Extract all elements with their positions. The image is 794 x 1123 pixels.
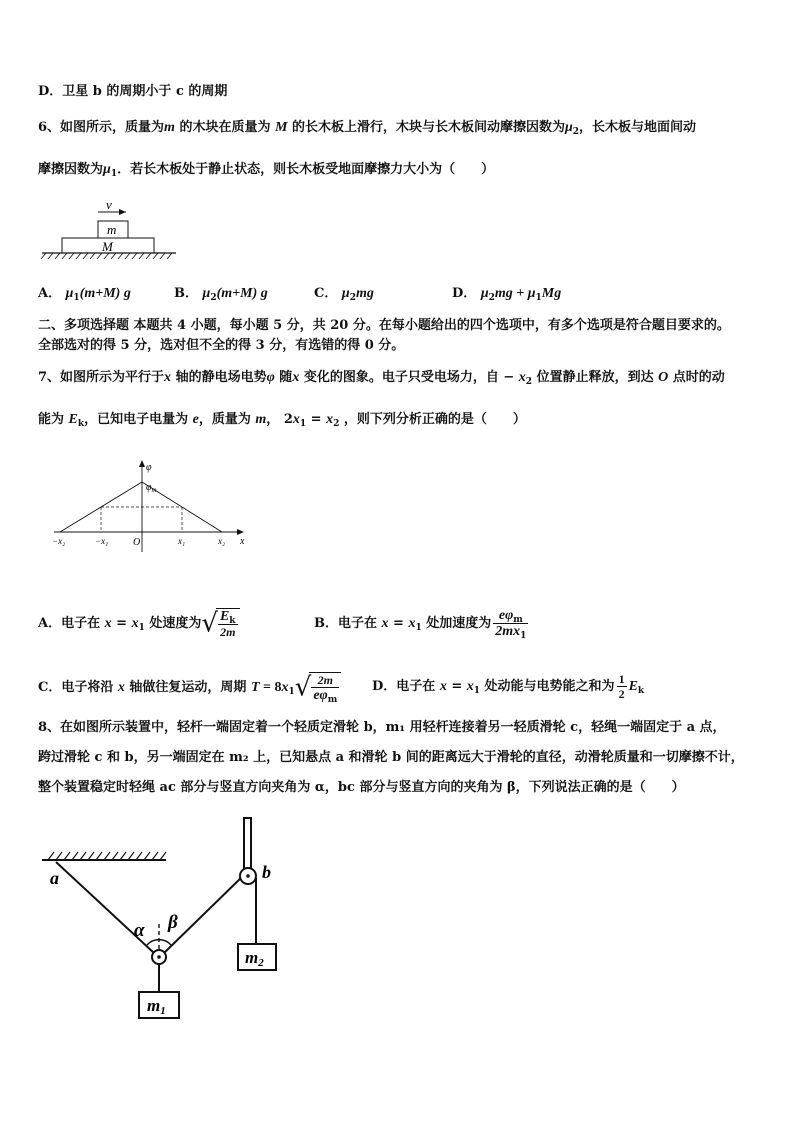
option-sub: 2 — [488, 293, 495, 303]
option-letter: B． — [174, 286, 198, 301]
q8-pulley-figure — [36, 812, 296, 1032]
phi-m-label: $\varphi_m$ — [146, 482, 157, 494]
frac-sub: m — [513, 615, 523, 625]
q6-text: 的长木板上滑行，木块与长木板间动摩擦因数为 — [287, 120, 565, 135]
fraction — [617, 672, 627, 701]
option-sub: k — [637, 686, 645, 696]
frac-num: φ — [505, 608, 514, 623]
q7-symbol-E: E — [68, 412, 78, 427]
small-block-label: m — [107, 222, 117, 237]
pulley-b-label: b — [262, 862, 271, 882]
q7-symbol-x: x — [326, 412, 334, 427]
option-sub: 1 — [473, 686, 481, 696]
option-text: = — [388, 616, 409, 631]
q7-symbol-x: x — [292, 370, 300, 385]
q8-stem-line2: 跨过滑轮 c 和 b，另一端固定在 m₂ 上，已知悬点 a 和滑轮 b 间的距离远大于滑轮的直径，动滑轮质量和一切摩擦不计， — [38, 750, 744, 765]
frac-den: 2m — [495, 624, 514, 639]
q7-symbol-x: x — [164, 370, 172, 385]
option-sub: 1 — [415, 623, 422, 633]
option-symbol: x — [281, 680, 289, 695]
frac-den: e — [313, 688, 320, 703]
option-text: B．电子在 — [314, 616, 382, 631]
q7-sub: 1 — [299, 419, 307, 429]
q7-symbol-O: O — [658, 370, 669, 385]
phi-axis-label: φ — [146, 462, 152, 473]
option-letter: C． — [314, 286, 338, 301]
q7-sub: k — [77, 419, 85, 429]
pulley-c-axle — [157, 955, 161, 959]
q7-option-d — [372, 672, 644, 701]
q6-block-figure — [40, 196, 180, 268]
option-symbol: T — [250, 680, 260, 695]
q7-text: 轴的静电场电势 — [171, 370, 267, 385]
q6-text: 6、如图所示，质量为 — [38, 120, 165, 135]
option-symbol: x — [381, 616, 389, 631]
option-text: = — [446, 679, 467, 694]
q7-text: 位置静止释放，到达 — [532, 370, 659, 385]
option-symbol: x — [131, 616, 139, 631]
option-symbol: x — [117, 680, 125, 695]
q7-text: ，已知电子电量为 — [84, 412, 193, 427]
option-mu: μ — [65, 286, 74, 301]
q6-symbol-M: M — [275, 120, 288, 135]
option-expr: (m+M) g — [216, 286, 268, 301]
option-sub: 2 — [210, 293, 217, 303]
velocity-label: v — [106, 197, 112, 212]
q6-stem-line1 — [38, 120, 696, 136]
q7-option-c — [38, 672, 341, 703]
q7-symbol-x: x — [292, 412, 300, 427]
point-a-label: a — [50, 868, 59, 888]
option-text: = 8 — [259, 680, 282, 695]
section2-heading-line1: 二、多项选择题 本题共 4 小题，每小题 5 分，共 20 分。在每小题给出的四个选项中，有多个选项是符合题目要求的。 — [38, 318, 730, 333]
frac-sub: m — [327, 695, 338, 705]
q6-option-d — [452, 286, 561, 302]
frac-den: 2m — [220, 625, 236, 639]
q6-symbol-m: m — [164, 120, 175, 135]
q7-text: 随 — [274, 370, 293, 385]
radical-sign-icon: √ — [201, 608, 218, 639]
option-text: 处速度为 — [144, 616, 202, 631]
option-mu: μ — [202, 286, 211, 301]
q6-symbol-mu1: μ — [103, 162, 111, 177]
sqrt-expression — [295, 672, 342, 703]
q6-option-b — [174, 286, 268, 302]
frac-num: e — [498, 608, 506, 623]
option-expr: mg + μ — [494, 286, 536, 301]
frac-den: 2 — [618, 687, 625, 701]
rod-holding-b — [244, 818, 251, 870]
q8-stem-line1: 8、在如图所示装置中，轻杆一端固定着一个轻质定滑轮 b，m₁ 用轻杆连接着另一轻质滑轮 c，轻绳一端固定于 a 点， — [38, 720, 726, 735]
tick-x1: x₁ — [178, 536, 186, 546]
option-text: 轴做往复运动，周期 — [124, 680, 251, 695]
q7-text: 7、如图所示为平行于 — [38, 370, 165, 385]
q7-potential-graph — [40, 456, 260, 556]
q6-text: ，长木板与地面间动 — [579, 120, 697, 135]
q7-stem-line1 — [38, 370, 725, 386]
q7-text: = — [306, 412, 327, 427]
option-mu: μ — [480, 286, 489, 301]
mass-m1-label: m1 — [147, 996, 166, 1017]
frac-sub: k — [229, 616, 236, 626]
pulley-b-axle — [246, 874, 250, 878]
option-sub: 1 — [288, 687, 295, 697]
option-expr: (m+M) g — [79, 286, 131, 301]
q7-text: 能为 — [38, 412, 69, 427]
q7-option-a — [38, 608, 240, 639]
origin-label: O — [133, 537, 141, 548]
q6-stem-line2 — [38, 162, 494, 178]
q7-sub: 2 — [333, 419, 340, 429]
velocity-arrow-head — [119, 209, 126, 215]
mass-m2-label: m2 — [245, 948, 264, 969]
q7-symbol-m: m — [255, 412, 267, 427]
radical-sign-icon: √ — [294, 672, 312, 703]
ceiling-hatch — [48, 852, 166, 860]
frac-sub: 1 — [520, 631, 527, 641]
q6-text: 摩擦因数为 — [38, 162, 104, 177]
option-text: A．电子在 — [38, 616, 105, 631]
q6-sub: 2 — [572, 127, 580, 137]
q7-text: ， 2 — [266, 412, 293, 427]
option-symbol: x — [408, 616, 416, 631]
q7-stem-line2 — [38, 412, 526, 428]
fraction — [493, 608, 528, 639]
option-symbol: x — [439, 679, 447, 694]
phi-axis-arrow — [139, 460, 145, 467]
frac-den: x — [513, 624, 521, 639]
option-expr: Mg — [541, 286, 562, 301]
x-axis-label: x — [240, 536, 245, 547]
q7-symbol-x2: x — [518, 370, 526, 385]
tick-x2: x₂ — [218, 536, 226, 546]
option-sub: 1 — [73, 293, 80, 303]
frac-num: E — [219, 609, 230, 624]
option-sub: 1 — [138, 623, 145, 633]
q6-option-c — [314, 286, 374, 302]
frac-num: 1 — [618, 672, 625, 686]
q6-text: 的木块在质量为 — [174, 120, 271, 135]
option-symbol: x — [466, 679, 474, 694]
tick-neg-x1: −x₁ — [95, 536, 109, 546]
frac-den: φ — [319, 688, 328, 703]
q6-option-a — [38, 286, 131, 302]
tick-neg-x2: −x₂ — [52, 536, 66, 546]
option-symbol: E — [628, 679, 638, 694]
section2-heading-line2: 全部选对的得 5 分，选对但不全的得 3 分，有选错的得 0 分。 — [38, 338, 405, 353]
long-board-label: M — [102, 239, 113, 254]
option-text: 处动能与电势能之和为 — [480, 679, 615, 694]
q5-option-d: D．卫星 b 的周期小于 c 的周期 — [38, 84, 228, 99]
q7-symbol-phi: φ — [266, 370, 275, 385]
frac-num: 2m — [311, 673, 339, 688]
q7-option-b — [314, 608, 530, 639]
angle-beta-label: β — [168, 912, 178, 933]
option-letter: D． — [452, 286, 477, 301]
q7-text: 点时的动 — [668, 370, 725, 385]
option-text: = — [111, 616, 132, 631]
option-sub: 2 — [349, 293, 356, 303]
option-sub: 1 — [535, 293, 542, 303]
option-text: D．电子在 — [372, 679, 440, 694]
q8-stem-line3: 整个装置稳定时轻绳 ac 部分与竖直方向夹角为 α，bc 部分与竖直方向的夹角为 β，下列说法正确的是（ ） — [38, 780, 685, 795]
q7-text: ，质量为 — [198, 412, 256, 427]
angle-alpha-label: α — [134, 920, 145, 941]
q7-text: 变化的图象。电子只受电场力，自 − — [299, 370, 519, 385]
option-mu: μ — [341, 286, 350, 301]
option-text: C．电子将沿 — [38, 680, 118, 695]
q7-sub: 2 — [525, 377, 533, 387]
sqrt-expression — [201, 608, 239, 639]
q6-text: ．若长木板处于静止状态，则长木板受地面摩擦力大小为（ ） — [117, 162, 495, 177]
option-letter: A． — [38, 286, 62, 301]
option-symbol: x — [104, 616, 112, 631]
x-axis-arrow — [237, 529, 244, 535]
q7-symbol-e: e — [192, 412, 199, 427]
q7-text: ，则下列分析正确的是（ ） — [339, 412, 526, 427]
option-expr: mg — [355, 286, 374, 301]
q6-symbol-mu2: μ — [564, 120, 573, 135]
option-text: 处加速度为 — [421, 616, 492, 631]
q6-sub: 1 — [110, 169, 118, 179]
